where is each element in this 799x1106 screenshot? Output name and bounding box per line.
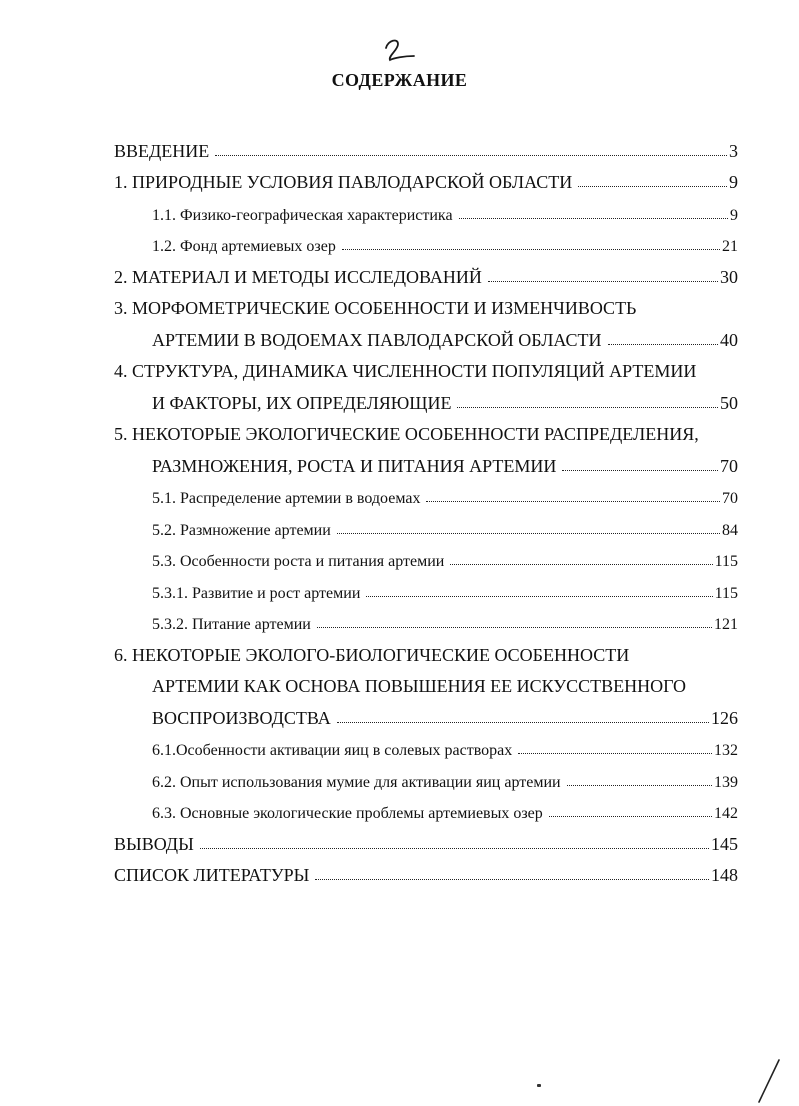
scan-pen-stroke	[756, 1058, 782, 1104]
toc-entry-title: 4. СТРУКТУРА, ДИНАМИКА ЧИСЛЕННОСТИ ПОПУЛЯЦИЙ АРТЕМИИ	[114, 361, 697, 381]
toc-entry-title: 5.3.1. Развитие и рост артемии	[152, 584, 361, 602]
toc-entry-title: 1. ПРИРОДНЫЕ УСЛОВИЯ ПАВЛОДАРСКОЙ ОБЛАСТИ	[114, 172, 573, 192]
toc-entry-title: 6. НЕКОТОРЫЕ ЭКОЛОГО-БИОЛОГИЧЕСКИЕ ОСОБЕННОСТИ	[114, 644, 630, 665]
toc-page-number: 9	[730, 206, 738, 224]
toc-entry-title: ВЫВОДЫ	[114, 833, 194, 854]
toc-entry-title-continued: И ФАКТОРЫ, ИХ ОПРЕДЕЛЯЮЩИЕ	[152, 392, 452, 413]
toc-entry-chapter-6-line-3	[114, 697, 738, 729]
toc-entry-section-5-3-1	[114, 571, 738, 603]
toc-entry-title: СПИСОК ЛИТЕРАТУРЫ	[114, 865, 310, 885]
toc-entry-chapter-3-line-2	[114, 319, 738, 351]
toc-page-number: 40	[720, 329, 738, 350]
dot-leader	[337, 533, 720, 534]
dot-leader	[426, 501, 720, 502]
toc-entry-chapter-1	[114, 162, 738, 194]
toc-entry-title-continued: ВОСПРОИЗВОДСТВА	[152, 707, 331, 728]
toc-page-number: 30	[720, 266, 738, 287]
toc-page-number: 115	[714, 553, 738, 570]
toc-page-number: 50	[720, 392, 738, 413]
toc-page-number: 142	[714, 805, 738, 822]
toc-entry-chapter-6-line-2	[114, 666, 738, 698]
page-title: СОДЕРЖАНИЕ	[331, 70, 468, 90]
toc-page-number: 70	[722, 490, 738, 507]
toc-page-number: 21	[722, 238, 738, 255]
toc-entry-title: 1.2. Фонд артемиевых озер	[152, 238, 336, 255]
toc-entry-section-1-2	[114, 225, 738, 257]
dot-leader	[488, 281, 718, 282]
dot-leader	[200, 848, 709, 849]
toc-page-number: 126	[711, 707, 738, 728]
toc-entry-references	[114, 855, 738, 887]
toc-entry-chapter-5-line-1	[114, 414, 738, 446]
toc-entry-chapter-6-line-1	[114, 634, 738, 666]
toc-entry-chapter-5-line-2	[114, 445, 738, 477]
toc-entry-title-continued: АРТЕМИИ В ВОДОЕМАХ ПАВЛОДАРСКОЙ ОБЛАСТИ	[152, 329, 602, 350]
dot-leader	[567, 785, 712, 786]
toc-entry-section-5-1	[114, 477, 738, 509]
toc-page-number: 9	[729, 172, 738, 192]
toc-entry-section-6-2	[114, 760, 738, 792]
toc-entry-section-6-3	[114, 792, 738, 824]
dot-leader	[549, 816, 712, 817]
dot-leader	[457, 407, 718, 408]
table-of-contents	[114, 130, 738, 886]
dot-leader	[518, 753, 712, 754]
toc-entry-title: 5. НЕКОТОРЫЕ ЭКОЛОГИЧЕСКИЕ ОСОБЕННОСТИ РАСПРЕДЕЛЕНИЯ,	[114, 424, 699, 444]
dot-leader	[315, 879, 709, 880]
toc-page-number: 145	[711, 833, 738, 854]
toc-page-number: 132	[714, 742, 738, 759]
dot-leader	[608, 344, 718, 345]
dot-leader	[317, 627, 712, 628]
toc-page-number: 121	[714, 616, 738, 633]
toc-entry-title: 2. МАТЕРИАЛ И МЕТОДЫ ИССЛЕДОВАНИЙ	[114, 266, 482, 287]
toc-entry-section-6-1	[114, 729, 738, 761]
toc-entry-chapter-4-line-2	[114, 382, 738, 414]
toc-entry-section-5-3-2	[114, 603, 738, 635]
toc-entry-title: 5.2. Размножение артемии	[152, 521, 331, 539]
handwritten-page-number	[378, 36, 422, 66]
dot-leader	[562, 470, 718, 471]
dot-leader	[578, 186, 727, 187]
toc-entry-chapter-3-line-1	[114, 288, 738, 320]
toc-entry-title: 6.1.Особенности активации яиц в солевых растворах	[152, 742, 513, 759]
toc-page-number: 139	[714, 773, 738, 791]
toc-entry-title: 6.2. Опыт использования мумие для активации яиц артемии	[152, 773, 561, 791]
toc-entry-chapter-4-line-1	[114, 351, 738, 383]
toc-entry-title: 6.3. Основные экологические проблемы артемиевых озер	[152, 805, 543, 822]
toc-entry-title: 5.3.2. Питание артемии	[152, 616, 311, 633]
dot-leader	[342, 249, 720, 250]
toc-entry-section-1-1	[114, 193, 738, 225]
toc-entry-title: ВВЕДЕНИЕ	[114, 140, 210, 161]
toc-entry-title-continued: РАЗМНОЖЕНИЯ, РОСТА И ПИТАНИЯ АРТЕМИИ	[152, 455, 557, 476]
toc-entry-title: 5.3. Особенности роста и питания артемии	[152, 553, 445, 570]
toc-entry-section-5-3	[114, 540, 738, 572]
toc-entry-section-5-2	[114, 508, 738, 540]
toc-entry-conclusions	[114, 823, 738, 855]
dot-leader	[366, 596, 712, 597]
toc-entry-intro	[114, 130, 738, 162]
toc-entry-title: 5.1. Распределение артемии в водоемах	[152, 490, 421, 507]
dot-leader	[337, 722, 709, 723]
scan-speck	[537, 1084, 541, 1087]
dot-leader	[450, 564, 712, 565]
toc-entry-chapter-2	[114, 256, 738, 288]
toc-page-number: 115	[714, 584, 738, 602]
toc-page-number: 3	[729, 140, 738, 161]
toc-entry-title: 1.1. Физико-географическая характеристика	[152, 206, 453, 224]
toc-page-number: 148	[711, 865, 738, 885]
toc-page-number: 70	[720, 455, 738, 476]
toc-entry-title: 3. МОРФОМЕТРИЧЕСКИЕ ОСОБЕННОСТИ И ИЗМЕНЧИВОСТЬ	[114, 298, 637, 318]
toc-entry-title-continued: АРТЕМИИ КАК ОСНОВА ПОВЫШЕНИЯ ЕЕ ИСКУССТВЕННОГО	[152, 676, 687, 696]
toc-page-number: 84	[722, 521, 738, 539]
dot-leader	[459, 218, 728, 219]
dot-leader	[215, 155, 727, 156]
